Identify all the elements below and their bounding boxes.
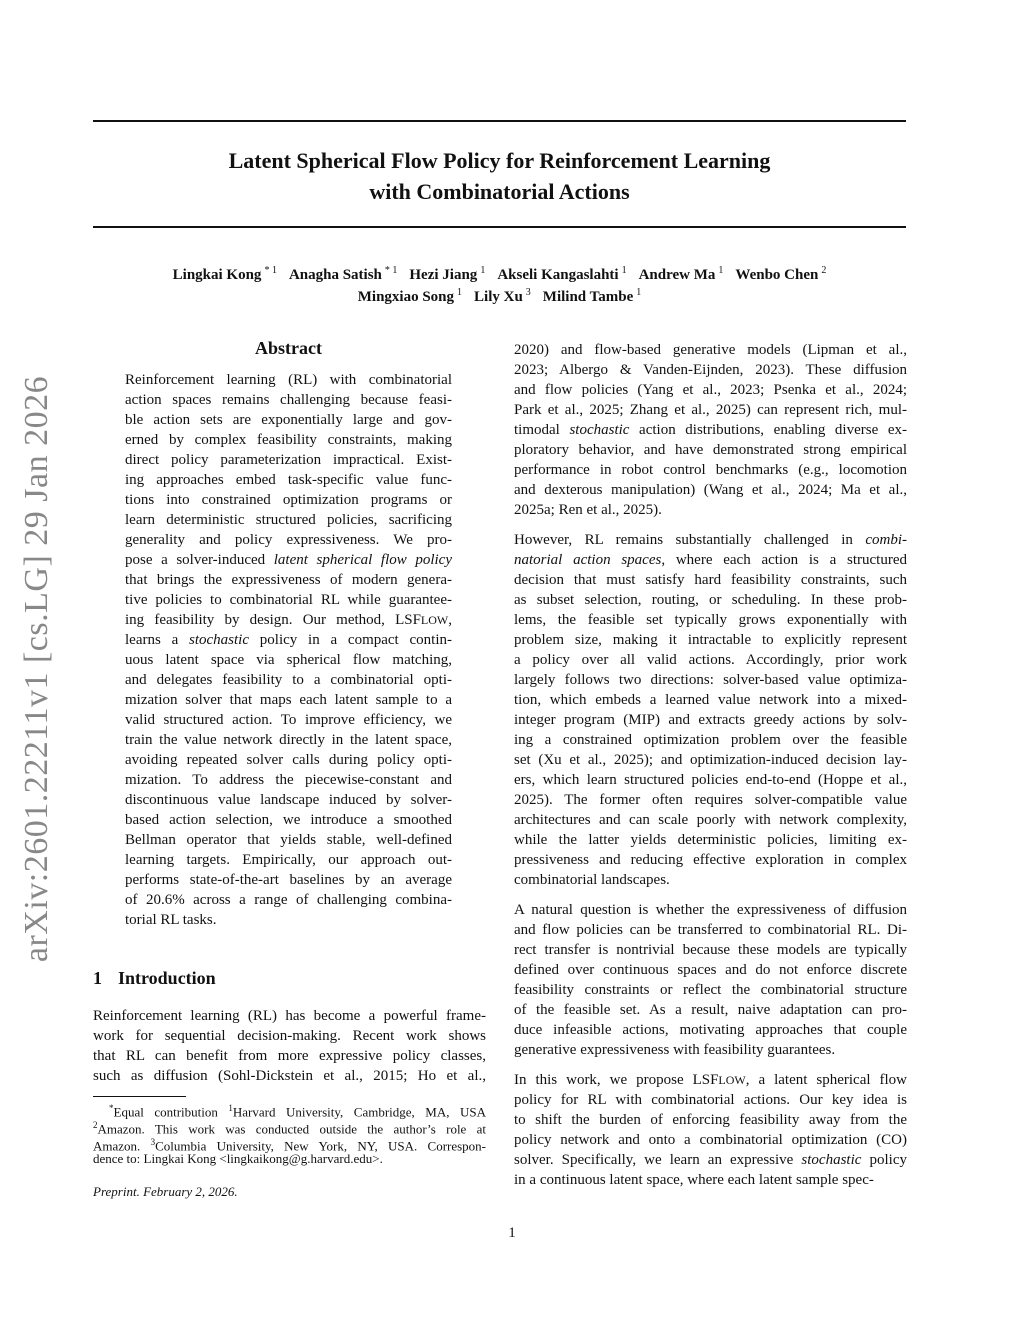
author-name: Milind Tambe $^1$ <box>542 287 642 305</box>
preprint-note: Preprint. February 2, 2026. <box>93 1184 238 1199</box>
body-text-line: feasibility constraints or reflect the combinatorial structure <box>514 982 907 998</box>
abstract-line: generality and policy expressiveness. We pro- <box>125 532 452 548</box>
body-text-line: rect transfer is nontrivial because these models are typically <box>514 942 907 958</box>
section-heading-introduction <box>93 968 216 989</box>
abstract-heading: Abstract <box>255 338 322 358</box>
arxiv-identifier: arXiv:2601.22211v1 [cs.LG] 29 Jan 2026 <box>18 375 55 963</box>
affiliation-marker: 2 <box>821 265 827 276</box>
abstract-line: erned by complex feasibility constraints, making <box>125 432 452 448</box>
author-name: Akseli Kangaslahti $^1$ <box>497 265 627 283</box>
body-text-line: ers, which learn structured policies end-to-end (Hoppe et al., <box>514 772 907 788</box>
abstract-line: discontinuous value landscape induced by solver- <box>125 792 452 808</box>
body-text-line: defined over continuous spaces and do not enforce discrete <box>514 962 907 978</box>
author-name: Lingkai Kong $^{* 1}$ <box>172 265 277 283</box>
author-name: Lily Xu $^3$ <box>474 287 531 305</box>
abstract-line: direct policy parameterization impractical. Exist- <box>125 452 452 468</box>
author-name: Hezi Jiang $^1$ <box>409 265 486 283</box>
page-number: 1 <box>508 1225 516 1241</box>
body-text-line: such as diffusion (Sohl-Dickstein et al., 2015; Ho et al., <box>93 1068 486 1084</box>
footnote-line: *Equal contribution $^1$Harvard University, Cambridge, MA, USA <box>109 1103 487 1120</box>
body-text-line: generative expressiveness with feasibility guarantees. <box>514 1042 836 1058</box>
footnote-line: dence to: Lingkai Kong <lingkaikong@g.harvard.edu>. <box>93 1151 383 1166</box>
abstract-line: learn deterministic structured policies, sacrificing <box>125 512 452 528</box>
affiliation-marker: 3 <box>525 287 531 298</box>
body-text-line: lems, the feasible set typically grows exponentially with <box>514 612 907 628</box>
abstract-line: based action selection, we introduce a smoothed <box>125 812 452 828</box>
body-text-line: pressiveness and reducing effective exploration in complex <box>514 852 907 868</box>
body-text-line: to shift the burden of enforcing feasibility away from the <box>514 1112 907 1128</box>
body-text-line: of the feasible set. As a result, naive adaptation can pro- <box>514 1002 907 1018</box>
body-text-line: duce infeasible actions, motivating approaches that couple <box>514 1022 907 1038</box>
abstract-line: performs state-of-the-art baselines by an average <box>125 872 452 888</box>
body-text-line: a policy over all valid actions. Accordingly, prior work <box>514 652 907 668</box>
paper-title-line-1: Latent Spherical Flow Policy for Reinforcement Learning <box>228 148 771 173</box>
abstract-line: valid structured action. To improve efficiency, we <box>125 712 452 728</box>
abstract-line: learns a stochastic policy in a compact contin- <box>125 632 452 648</box>
body-text-line: natorial action spaces, where each action is a structured <box>514 552 907 568</box>
abstract-line: ing approaches embed task-specific value func- <box>125 472 452 488</box>
body-text-line: while the latter yields deterministic policies, limiting ex- <box>514 832 907 848</box>
affiliation-marker: * 1 <box>264 265 277 276</box>
title-top-rule <box>93 120 906 122</box>
body-text-line: largely follows two directions: solver-based value optimiza- <box>514 672 907 688</box>
body-text-line: architectures and can scale poorly with network complexity, <box>514 812 907 828</box>
author-name: Wenbo Chen $^2$ <box>735 265 827 283</box>
title-bottom-rule <box>93 226 906 228</box>
arxiv-side-stamp <box>7 375 67 963</box>
affiliation-marker: 1 <box>621 265 627 276</box>
abstract-line: pose a solver-induced latent spherical flow policy <box>125 552 452 568</box>
affiliation-marker: 1 <box>480 265 486 276</box>
affiliation-marker: 1 <box>718 265 724 276</box>
body-text-line: 2023; Albergo & Vanden-Eijnden, 2023). These diffusion <box>514 362 907 378</box>
body-text-line: ing a constrained optimization problem over the feasible <box>514 732 907 748</box>
affiliation-marker: 1 <box>636 287 642 298</box>
abstract-line: ing feasibility by design. Our method, LSFLOW, <box>125 612 452 628</box>
footnote-rule <box>93 1096 186 1097</box>
abstract-line: torial RL tasks. <box>125 912 217 928</box>
affiliation-marker: * 1 <box>384 265 398 276</box>
paper-title-line-2: with Combinatorial Actions <box>369 179 630 204</box>
author-list-line-2 <box>93 282 906 308</box>
abstract-line: mization solver that maps each latent sample to a <box>125 692 452 708</box>
body-text-line: set (Xu et al., 2025); and optimization-induced decision lay- <box>514 752 907 768</box>
body-text-line: ploratory behavior, and have demonstrated strong empirical <box>514 442 907 458</box>
body-text-line: and flow policies can be transferred to combinatorial RL. Di- <box>514 922 907 938</box>
body-text-line: decision that must satisfy hard feasibility constraints, such <box>514 572 907 588</box>
abstract-line: Bellman operator that yields stable, well-defined <box>125 832 452 848</box>
author-name: Andrew Ma $^1$ <box>638 265 724 283</box>
body-text-line: However, RL remains substantially challenged in combi- <box>514 532 907 548</box>
abstract-line: train the value network directly in the latent space, <box>125 732 452 748</box>
body-text-line: in a continuous latent space, where each latent sample spec- <box>514 1172 874 1188</box>
body-text-line: 2025). The former often requires solver-compatible value <box>514 792 907 808</box>
body-text-line: that RL can benefit from more expressive policy classes, <box>93 1048 486 1064</box>
abstract-line: of 20.6% across a range of challenging combina- <box>125 892 452 908</box>
body-text-line: as subset selection, routing, or scheduling. In these prob- <box>514 592 907 608</box>
body-text-line: timodal stochastic action distributions, enabling diverse ex- <box>514 422 907 438</box>
body-text-line: policy network and onto a combinatorial optimization (CO) <box>514 1132 907 1148</box>
section-title: Introduction <box>118 968 216 988</box>
body-text-line: policy for RL with combinatorial actions. Our key idea is <box>514 1092 907 1108</box>
abstract-line: uous latent space via spherical flow matching, <box>125 652 452 668</box>
body-text-line: 2020) and flow-based generative models (Lipman et al., <box>514 342 907 358</box>
author-name: Anagha Satish $^{* 1}$ <box>288 265 398 283</box>
body-text-line: performance in robot control benchmarks (e.g., locomotion <box>514 462 907 478</box>
body-text-line: work for sequential decision-making. Recent work shows <box>93 1028 486 1044</box>
body-text-line: combinatorial landscapes. <box>514 872 670 888</box>
abstract-line: action spaces remains challenging because feasi- <box>125 392 452 408</box>
author-name: Mingxiao Song $^1$ <box>357 287 463 305</box>
abstract-line: tive policies to combinatorial RL while guarantee- <box>125 592 452 608</box>
abstract-line: learning targets. Empirically, our approach out- <box>125 852 452 868</box>
abstract-line: ble action sets are exponentially large and gov- <box>125 412 452 428</box>
body-text-line: and dexterous manipulation) (Wang et al., 2024; Ma et al., <box>514 482 907 498</box>
body-text-line: problem size, making it intractable to explicitly represent <box>514 632 907 648</box>
body-text-line: Reinforcement learning (RL) has become a powerful frame- <box>93 1008 486 1024</box>
body-text-line: A natural question is whether the expressiveness of diffusion <box>514 902 907 918</box>
abstract-line: and delegates feasibility to a combinatorial opti- <box>125 672 452 688</box>
section-number: 1 <box>93 968 102 988</box>
body-text-line: tion, which embeds a learned value network into a mixed- <box>514 692 907 708</box>
body-text-line: integer program (MIP) and extracts greedy actions by solv- <box>514 712 907 728</box>
affiliation-marker: 1 <box>457 287 463 298</box>
body-text-line: In this work, we propose LSFLOW, a latent spherical flow <box>514 1072 907 1088</box>
abstract-line: tions into constrained optimization programs or <box>125 492 452 508</box>
footnote-line: $^2$Amazon. This work was conducted outside the author’s role at <box>93 1120 486 1137</box>
body-text-line: solver. Specifically, we learn an expressive stochastic policy <box>514 1152 907 1168</box>
body-text-line: 2025a; Ren et al., 2025). <box>514 502 662 518</box>
abstract-line: avoiding repeated solver calls during policy opti- <box>125 752 452 768</box>
abstract-line: Reinforcement learning (RL) with combinatorial <box>125 372 452 388</box>
abstract-line: mization. To address the piecewise-constant and <box>125 772 452 788</box>
body-text-line: Park et al., 2025; Zhang et al., 2025) can represent rich, mul- <box>514 402 907 418</box>
abstract-line: that brings the expressiveness of modern genera- <box>125 572 452 588</box>
body-text-line: and flow policies (Yang et al., 2023; Psenka et al., 2024; <box>514 382 907 398</box>
footnote-line: Amazon. $^3$Columbia University, New York, NY, USA. Correspon- <box>93 1137 487 1154</box>
